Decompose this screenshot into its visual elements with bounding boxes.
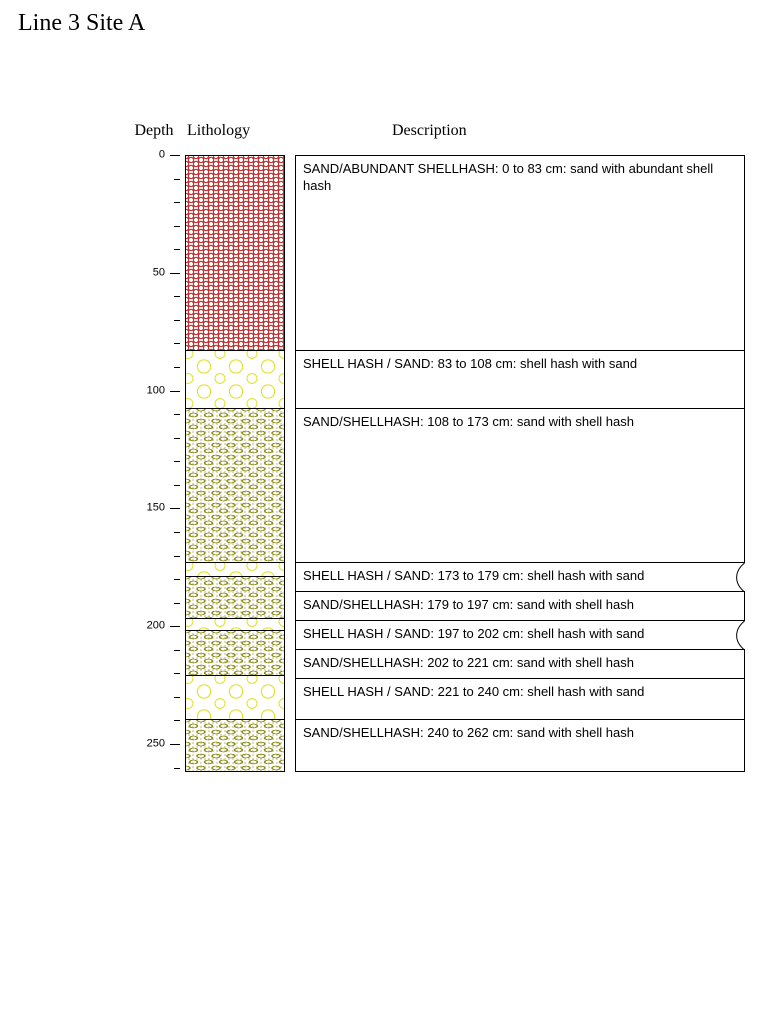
description-text: SAND/SHELLHASH: 240 to 262 cm: sand with shell hash (303, 725, 634, 741)
depth-tick-label: 200 (146, 619, 165, 632)
description-box (295, 650, 745, 679)
depth-tick-major (170, 155, 180, 156)
callout-curve-icon (731, 563, 745, 592)
depth-tick-label: 150 (146, 501, 165, 514)
depth-tick-minor (174, 438, 180, 439)
depth-tick-minor (174, 296, 180, 297)
description-text: SAND/SHELLHASH: 179 to 197 cm: sand with shell hash (303, 596, 634, 612)
description-text: SHELL HASH / SAND: 83 to 108 cm: shell hash with sand (303, 355, 638, 371)
page-title: Line 3 Site A (18, 10, 146, 36)
callout-curve-icon (731, 621, 745, 650)
depth-tick-major (170, 391, 180, 392)
description-text: SAND/SHELLHASH: 202 to 221 cm: sand with shell hash (303, 654, 634, 670)
lithology-layer-shellhash-sand (185, 563, 285, 577)
description-column (295, 155, 745, 772)
depth-tick-minor (174, 226, 180, 227)
depth-tick-label: 50 (152, 266, 165, 279)
description-box (295, 409, 745, 562)
depth-tick-minor (174, 367, 180, 368)
description-text: SAND/SHELLHASH: 108 to 173 cm: sand with shell hash (303, 414, 634, 430)
depth-tick-minor (174, 249, 180, 250)
depth-tick-minor (174, 414, 180, 415)
description-text: SHELL HASH / SAND: 197 to 202 cm: shell hash with sand (303, 625, 645, 641)
depth-tick-minor (174, 673, 180, 674)
lithology-layer-shellhash-sand (185, 619, 285, 631)
lithology-layer-sand-abundant-shellhash (185, 155, 285, 351)
depth-tick-minor (174, 343, 180, 344)
lithology-layer-sand-shellhash (185, 409, 285, 562)
lithology-layer-sand-shellhash (185, 631, 285, 676)
column-header-description: Description (392, 122, 467, 139)
lithology-layer-shellhash-sand (185, 351, 285, 410)
depth-tick-major (170, 744, 180, 745)
description-box (295, 592, 745, 621)
description-box (295, 351, 745, 410)
depth-tick-minor (174, 697, 180, 698)
column-header-depth: Depth (134, 122, 174, 139)
lithology-column (185, 155, 285, 772)
description-box (295, 621, 745, 650)
lithology-layer-sand-shellhash (185, 577, 285, 619)
depth-tick-minor (174, 579, 180, 580)
depth-tick-major (170, 508, 180, 509)
depth-tick-minor (174, 650, 180, 651)
depth-tick-minor (174, 179, 180, 180)
depth-tick-label: 100 (146, 383, 165, 396)
description-box (295, 563, 745, 592)
depth-tick-minor (174, 556, 180, 557)
description-box (295, 155, 745, 351)
description-text: SHELL HASH / SAND: 221 to 240 cm: shell hash with sand (303, 683, 645, 699)
lithology-layer-shellhash-sand (185, 676, 285, 721)
depth-tick-minor (174, 720, 180, 721)
depth-tick-major (170, 626, 180, 627)
depth-axis (140, 148, 180, 774)
depth-tick-label: 0 (158, 148, 165, 161)
depth-tick-minor (174, 532, 180, 533)
depth-tick-minor (174, 603, 180, 604)
description-text: SAND/ABUNDANT SHELLHASH: 0 to 83 cm: sand with abundant shell hash (303, 161, 714, 193)
description-box (295, 679, 745, 721)
description-text: SHELL HASH / SAND: 173 to 179 cm: shell hash with sand (303, 567, 645, 583)
description-box (295, 720, 745, 772)
column-header-lithology: Lithology (187, 122, 251, 139)
depth-tick-label: 250 (146, 737, 165, 750)
depth-tick-minor (174, 320, 180, 321)
depth-tick-minor (174, 485, 180, 486)
depth-tick-minor (174, 768, 180, 769)
depth-tick-minor (174, 202, 180, 203)
depth-tick-minor (174, 461, 180, 462)
depth-tick-major (170, 273, 180, 274)
lithology-layer-sand-shellhash (185, 720, 285, 772)
